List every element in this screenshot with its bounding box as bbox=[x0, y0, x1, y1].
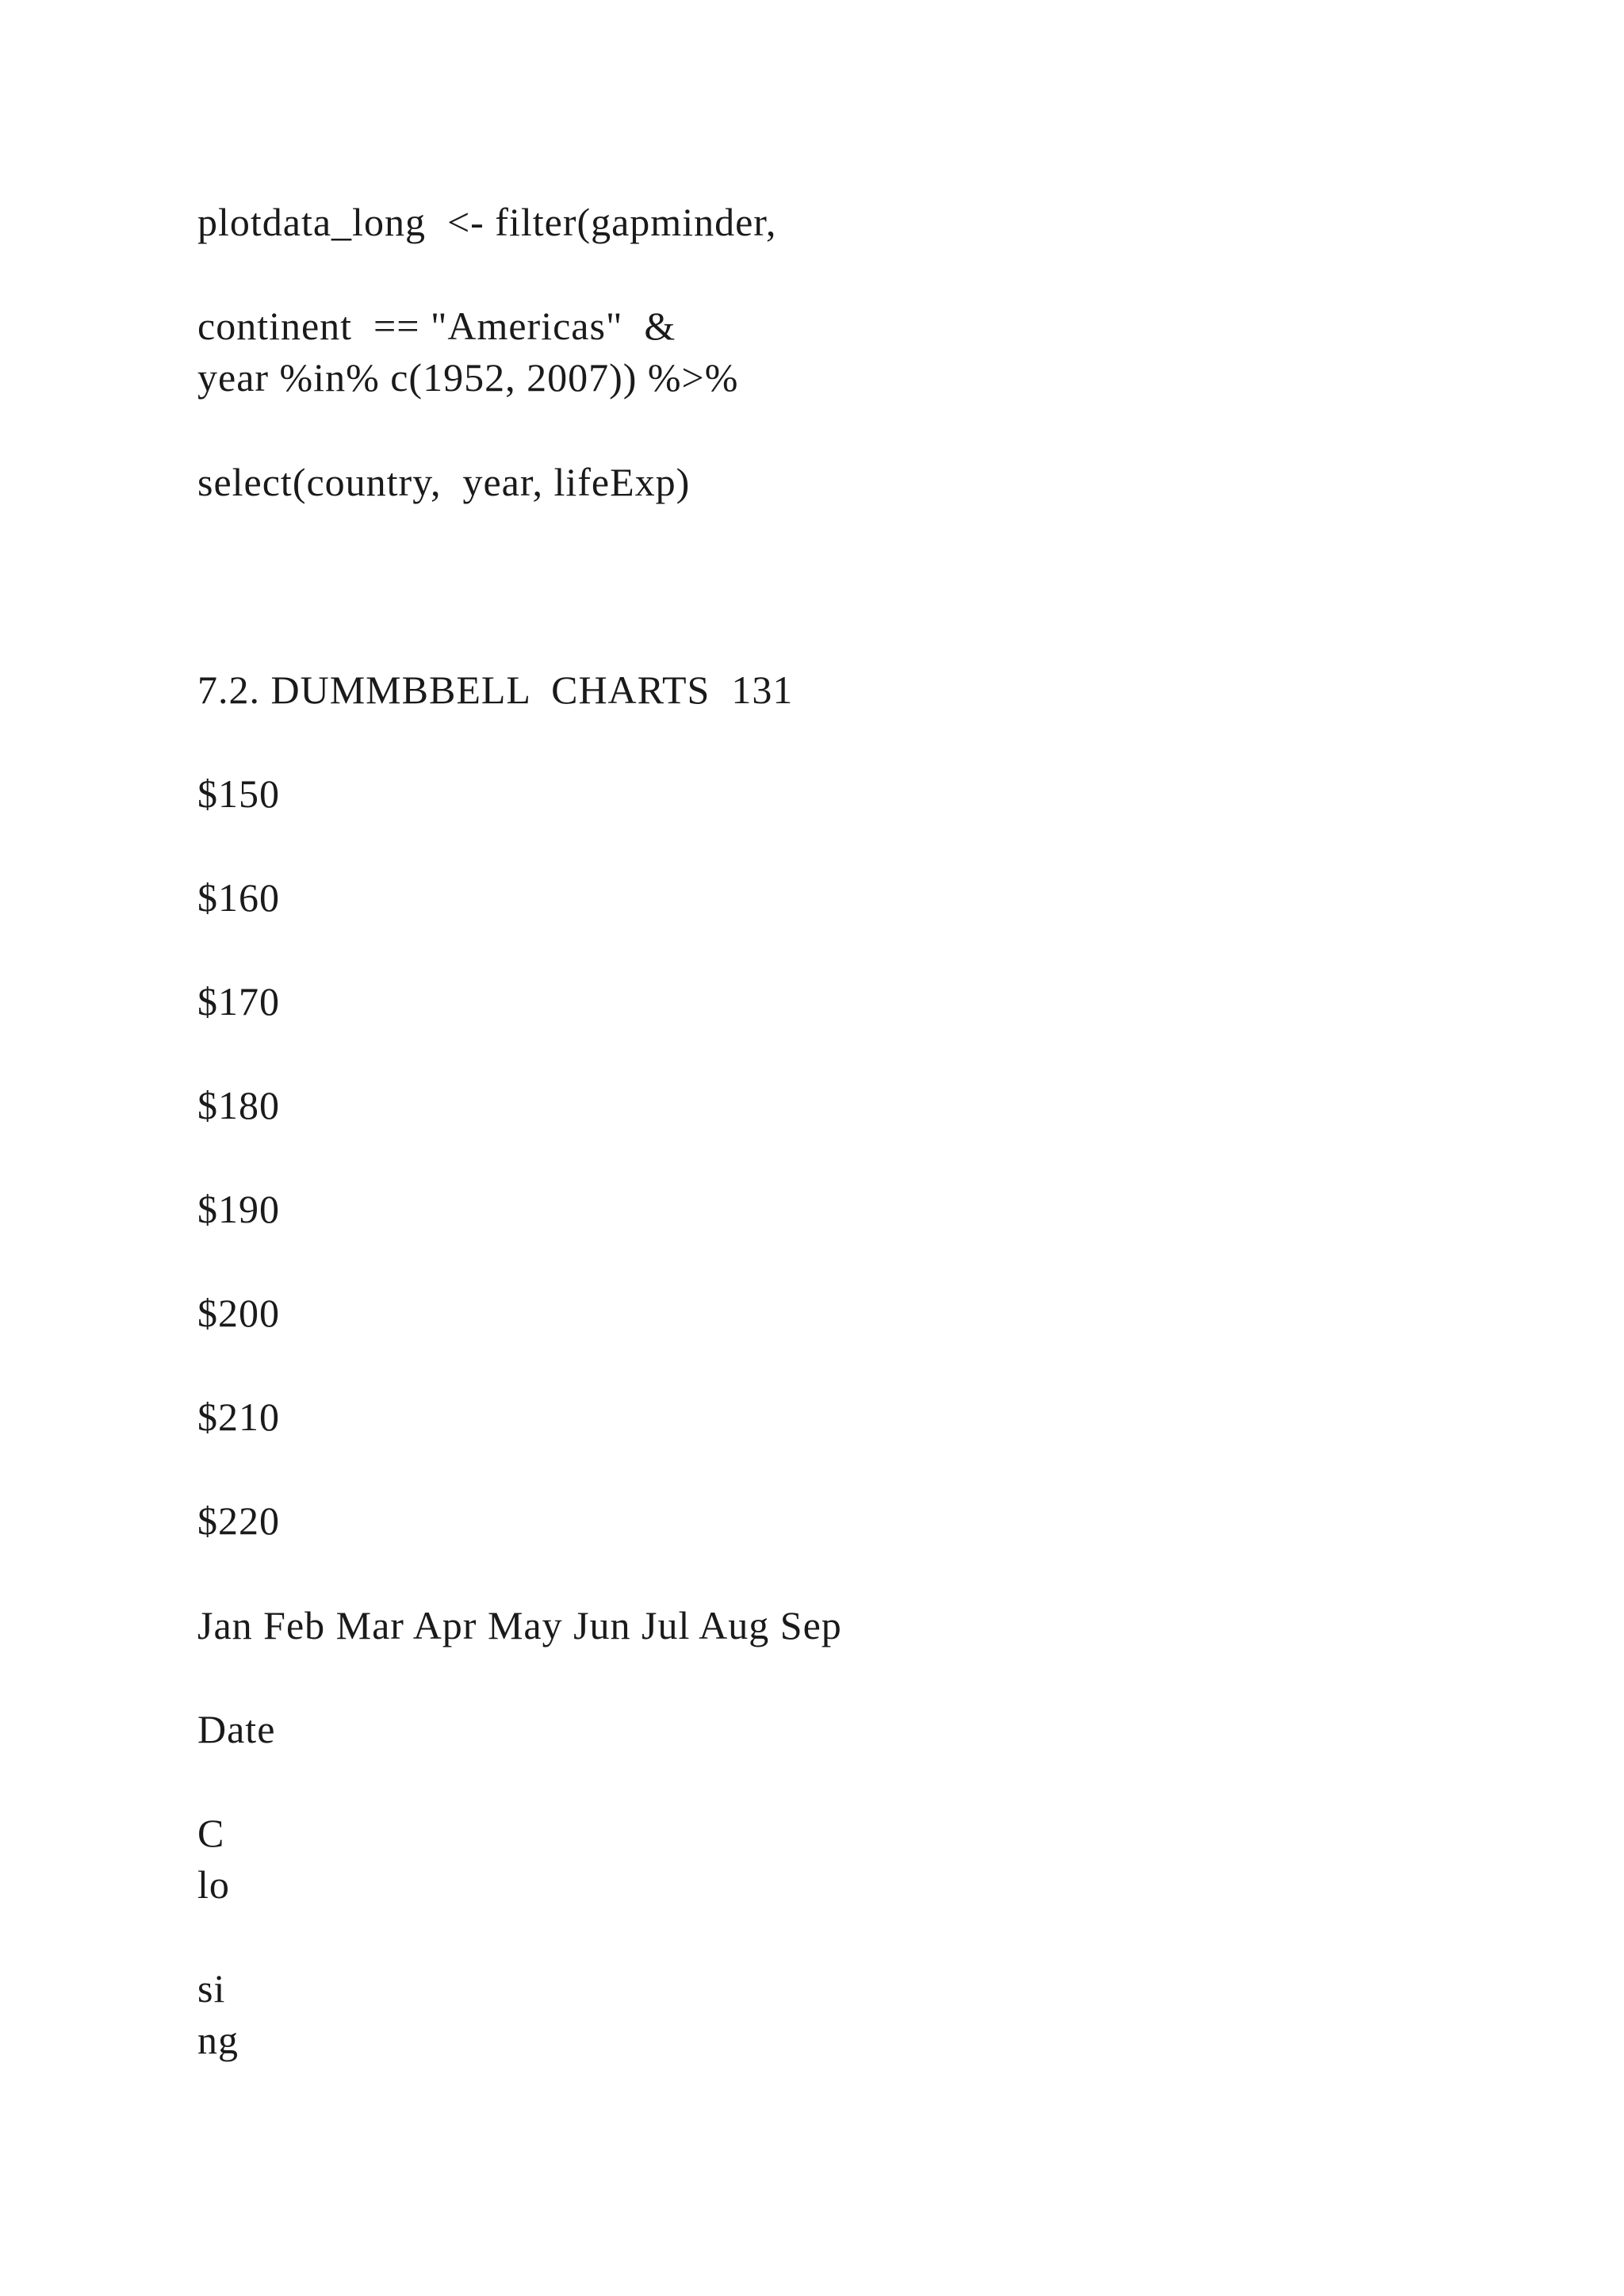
y-axis-label-fragment: C bbox=[197, 1811, 225, 1855]
y-axis-tick: $190 bbox=[197, 1187, 280, 1231]
y-axis-label-fragment: ng bbox=[197, 2018, 239, 2062]
y-axis-label-fragment: si bbox=[197, 1966, 226, 2011]
code-line-filter: plotdata_long <- filter(gapminder, bbox=[197, 200, 777, 244]
code-line-continent: continent == "Americas" & bbox=[197, 304, 676, 348]
y-axis-tick: $200 bbox=[197, 1291, 280, 1335]
y-axis-tick: $210 bbox=[197, 1395, 280, 1439]
section-header: 7.2. DUMMBBELL CHARTS 131 bbox=[197, 668, 794, 712]
x-axis-label: Date bbox=[197, 1707, 276, 1751]
y-axis-tick: $180 bbox=[197, 1083, 280, 1127]
code-line-select: select(country, year, lifeExp) bbox=[197, 460, 691, 504]
y-axis-tick: $160 bbox=[197, 875, 280, 920]
y-axis-tick: $220 bbox=[197, 1498, 280, 1543]
x-axis-ticks: Jan Feb Mar Apr May Jun Jul Aug Sep bbox=[197, 1603, 842, 1647]
y-axis-tick: $170 bbox=[197, 979, 280, 1024]
code-line-year: year %in% c(1952, 2007)) %>% bbox=[197, 355, 739, 400]
y-axis-label-fragment: lo bbox=[197, 1862, 230, 1907]
y-axis-tick: $150 bbox=[197, 771, 280, 816]
